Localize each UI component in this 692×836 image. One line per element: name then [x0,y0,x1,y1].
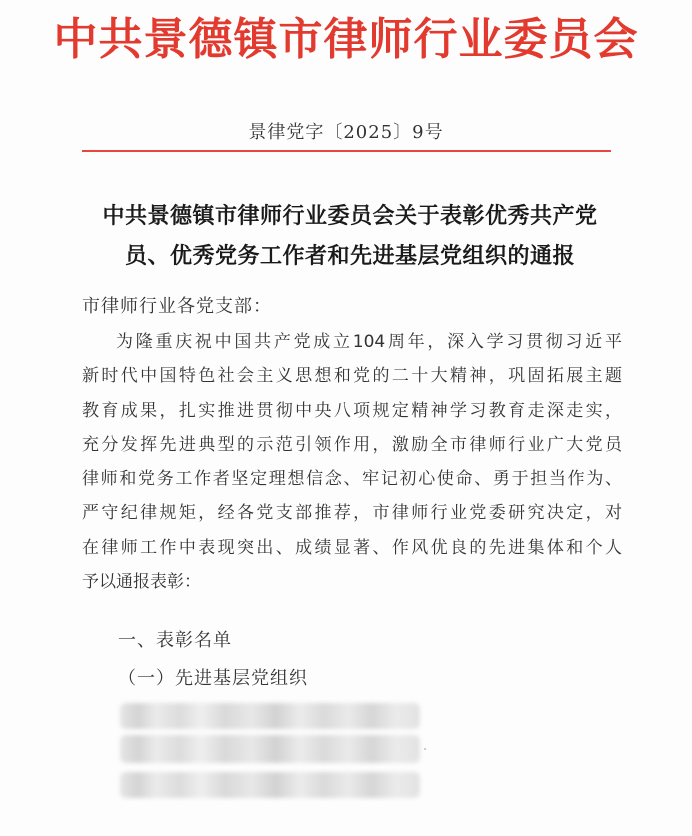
body-line-8: 予以通报表彰： [82,572,201,593]
body-line-6: 严守纪律规矩，经各党支部推荐，市律师行业党委研究决定，对 [82,503,622,524]
body-line-1: 为隆重庆祝中国共产党成立104周年，深入学习贯彻习近平 [116,332,622,352]
body-line-7: 在律师工作中表现突出、成绩显著、作风优良的先进集体和个人 [82,537,622,558]
document-heading [70,196,630,276]
body-line-3: 教育成果，扎实推进贯彻中央八项规定精神学习教育走深走实， [82,400,622,421]
body-paragraph [82,325,622,599]
subsection-title-advanced-party-organizations: （一）先进基层党组织 [118,668,308,689]
document-number: 景律党字〔2025〕9号 [248,122,444,143]
red-divider-line [82,150,611,152]
heading-line-2: 员、优秀党务工作者和先进基层党组织的通报 [124,243,575,269]
redacted-line-2 [120,735,420,763]
body-line-5: 律师和党务工作者坚定理想信念、牢记初心使命、勇于担当作为、 [82,469,622,490]
body-line-2: 新时代中国特色社会主义思想和党的二十大精神，巩固拓展主题 [82,366,622,387]
redacted-line-1 [120,703,420,729]
body-line-4: 充分发挥先进典型的示范引领作用，激励全市律师行业广大党员 [82,434,622,455]
org-title: 中共景德镇市律师行业委员会 [53,14,639,65]
heading-line-1: 中共景德镇市律师行业委员会关于表彰优秀共产党 [102,203,598,229]
redacted-line-3 [120,772,420,798]
scan-speck [424,748,426,750]
section-title-commendation-list: 一、表彰名单 [118,630,232,651]
salutation: 市律师行业各党支部： [82,296,272,317]
